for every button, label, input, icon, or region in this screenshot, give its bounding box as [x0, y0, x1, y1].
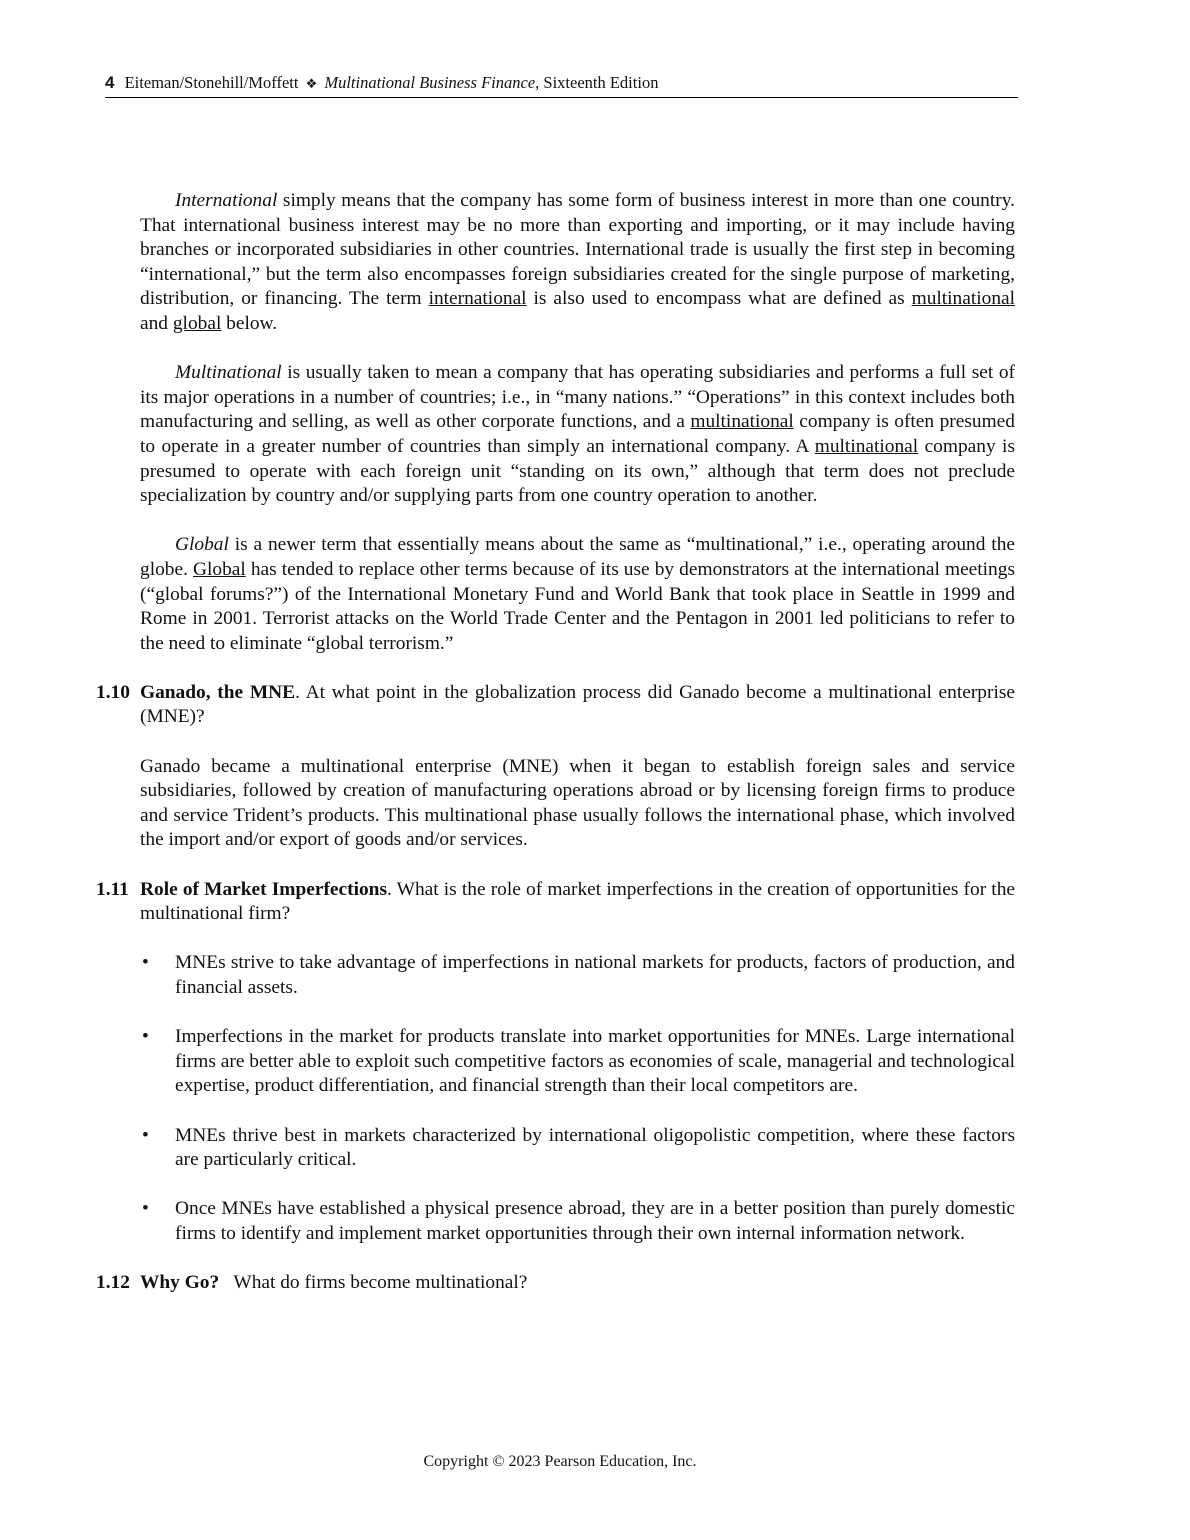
document-body — [96, 189, 1016, 1320]
paragraph-text: company is often presumed to operate in a greater number of countries than simply an international company. A — [140, 411, 1015, 457]
header-authors: Eiteman/Stonehill/Moffett — [124, 73, 299, 92]
question-title: Why Go? — [140, 1272, 220, 1294]
answer-bullet-list — [140, 951, 1015, 1246]
paragraph-text: is a newer term that essentially means about the same as “multinational,” i.e., operating around the globe. — [140, 534, 1015, 580]
italic-term: Global — [175, 534, 229, 556]
paragraph-text: is usually taken to mean a company that has operating subsidiaries and performs a full set of its major operations in a number of countries; i.e., in “many nations.” “Operations” in this context includes both manufacturing and selling, as well as other corporate functions, and a — [140, 362, 1015, 433]
paragraph-text: and — [140, 312, 173, 334]
bullet-item — [140, 1197, 1015, 1246]
answer-text: Ganado became a multinational enterprise (MNE) when it began to establish foreign sales and service subsidiaries, followed by creation of manufacturing operations abroad or by licensing foreign firms to produce and service Trident’s products. This multinational phase usually follows the international phase, which involved the import and/or export of goods and/or services. — [140, 755, 1015, 851]
definition-paragraph — [140, 189, 1015, 337]
copyright-footer: Copyright © 2023 Pearson Education, Inc. — [423, 1453, 697, 1470]
page-number: 4 — [105, 73, 115, 92]
bullet-icon: • — [142, 1124, 149, 1146]
bullet-icon: • — [142, 952, 149, 974]
question-title: Role of Market Imperfections — [140, 878, 387, 900]
question-text: . What is the role of market imperfections in the creation of opportunities for the multinational firm? — [140, 878, 1015, 925]
definition-paragraph — [140, 533, 1015, 656]
question-1-12 — [96, 1271, 1015, 1296]
question-text: . At what point in the globalization process did Ganado become a multinational enterprise (MNE)? — [140, 681, 1015, 728]
question-number: 1.11 — [96, 878, 129, 900]
paragraph-text: below. — [221, 312, 278, 334]
underlined-term: global — [172, 312, 222, 334]
header-book-title: Multinational Business Finance, — [324, 73, 540, 92]
underlined-term: multinational — [911, 288, 1016, 310]
bullet-icon: • — [142, 1198, 149, 1220]
definition-paragraph — [140, 361, 1015, 509]
underlined-term: multinational — [814, 435, 919, 457]
question-text: What do firms become multinational? — [219, 1272, 528, 1294]
bullet-text: Once MNEs have established a physical presence abroad, they are in a better position than purely domestic firms to identify and implement market opportunities through their own internal information network. — [175, 1198, 1015, 1244]
paragraph-text: simply means that the company has some form of business interest in more than one country. That international business interest may be no more than exporting and importing, or it may include having branches or incorporated subsidiaries in other countries. International trade is usually the first step in becoming “international,” but the term also encompasses foreign subsidiaries created for the single purpose of marketing, distribution, or financing. The term — [140, 190, 1015, 310]
underlined-term: multinational — [690, 411, 794, 433]
question-number: 1.12 — [96, 1272, 130, 1294]
bullet-text: MNEs strive to take advantage of imperfections in national markets for products, factors of production, and financial assets. — [175, 952, 1015, 998]
italic-term: International — [175, 190, 278, 211]
underlined-term: Global — [193, 558, 246, 580]
bullet-text: Imperfections in the market for products translate into market opportunities for MNEs. Large international firms are better able to exploit such competitive factors as economies of scale, managerial and technological expertise, product differentiation, and financial strength than their local competitors are. — [175, 1026, 1015, 1097]
question-title: Ganado, the MNE — [140, 681, 296, 703]
italic-term: Multinational — [175, 362, 282, 384]
bullet-item — [140, 1025, 1015, 1099]
question-1-11 — [96, 878, 1015, 1247]
paragraph-text: has tended to replace other terms because of its use by demonstrators at the international meetings (“global forums?”) of the International Monetary Fund and World Bank that took place in Seattle in 1999 and Rome in 2001. Terrorist attacks on the World Trade Center and the Pentagon in 2001 led politicians to refer to the need to eliminate “global terrorism.” — [140, 558, 1015, 654]
bullet-item — [140, 951, 1015, 1000]
running-header — [105, 72, 1018, 98]
bullet-icon: • — [142, 1026, 149, 1048]
header-edition: Sixteenth Edition — [539, 73, 659, 92]
paragraph-text: company is presumed to operate with each foreign unit “standing on its own,” although that term does not preclude specialization by country and/or supplying parts from one country operation to another. — [140, 435, 1015, 507]
question-number: 1.10 — [96, 681, 130, 703]
bullet-item — [140, 1124, 1015, 1173]
diamond-separator-icon: ❖ — [305, 76, 318, 91]
bullet-text: MNEs thrive best in markets characterized by international oligopolistic competition, where these factors are particularly critical. — [175, 1124, 1015, 1171]
definitions-section — [140, 189, 1015, 656]
paragraph-text: is also used to encompass what are defined as — [526, 288, 912, 310]
underlined-term: international — [428, 288, 527, 310]
question-1-10 — [96, 681, 1015, 853]
